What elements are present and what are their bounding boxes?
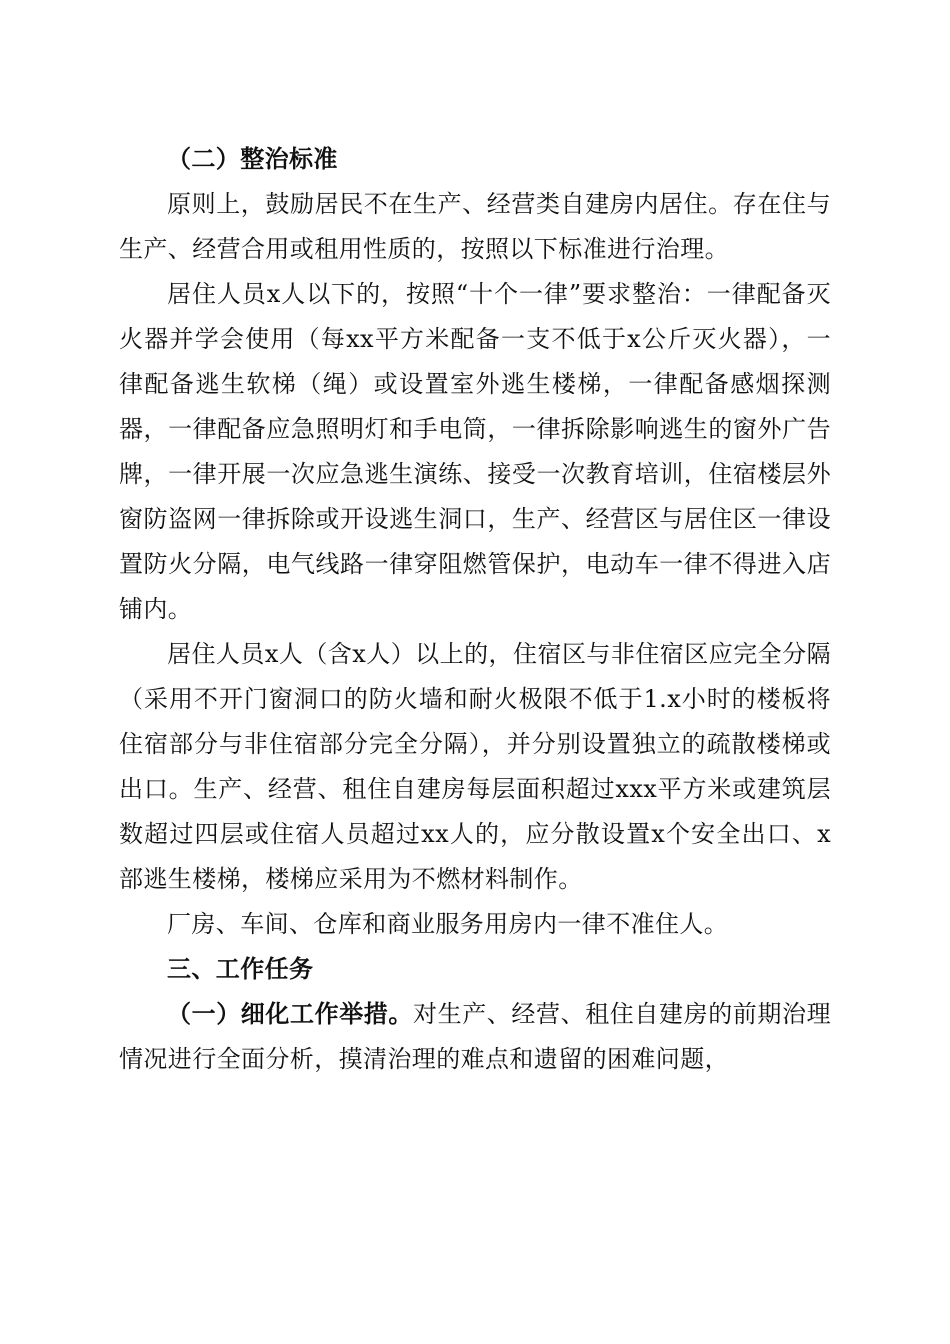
task-1-text: 对生产、经营、租住自建房的前期治理情况进行全面分析，摸清治理的难点和遗留的困难问题，	[119, 1000, 831, 1073]
section-2-heading: （二）整治标准	[167, 145, 338, 173]
paragraph-ten-rules: 居住人员x人以下的，按照“十个一律”要求整治：一律配备灭火器并学会使用（每xx平方米配备一支不低于x公斤灭火器），一律配备逃生软梯（绳）或设置室外逃生楼梯，一律配备感烟探测器，一律配备应急照明灯和手电筒，一律拆除影响逃生的窗外广告牌，一律开展一次应急逃生演练、接受一次教育培训，住宿楼层外窗防盗网一律拆除或开设逃生洞口，生产、经营区与居住区一律设置防火分隔，电气线路一律穿阻燃管保护，电动车一律不得进入店铺内。	[119, 280, 831, 623]
task-1-label: （一）细化工作举措。	[167, 1000, 413, 1028]
document-body	[119, 137, 831, 1082]
paragraph-task-1	[119, 992, 831, 1082]
paragraph-principle: 原则上，鼓励居民不在生产、经营类自建房内居住。存在住与生产、经营合用或租用性质的，按照以下标准进行治理。	[119, 190, 831, 263]
section-3-heading: 三、工作任务	[167, 955, 314, 983]
paragraph-no-residence: 厂房、车间、仓库和商业服务用房内一律不准住人。	[167, 910, 729, 938]
paragraph-separation: 居住人员x人（含x人）以上的，住宿区与非住宿区应完全分隔（采用不开门窗洞口的防火墙和耐火极限不低于1.x小时的楼板将住宿部分与非住宿部分完全分隔），并分别设置独立的疏散楼梯或出口。生产、经营、租住自建房每层面积超过xxx平方米或建筑层数超过四层或住宿人员超过xx人的，应分散设置x个安全出口、x部逃生楼梯，楼梯应采用为不燃材料制作。	[119, 640, 831, 893]
